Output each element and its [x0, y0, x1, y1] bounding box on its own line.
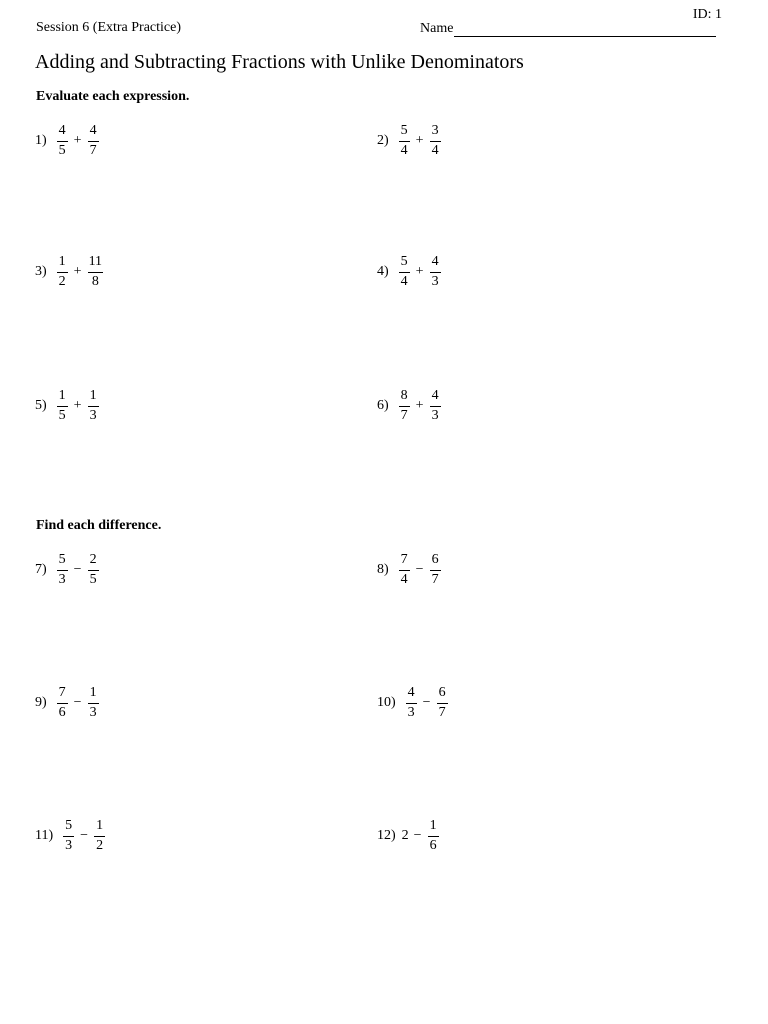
denominator: 7: [400, 408, 408, 423]
fraction-bar: [63, 836, 74, 837]
fraction-a: [57, 685, 68, 721]
operator: −: [73, 695, 82, 710]
numerator: 7: [400, 552, 408, 567]
name-blank-line: [454, 20, 716, 37]
operator: +: [73, 264, 82, 279]
numerator: 7: [58, 685, 66, 700]
fraction-bar: [57, 406, 68, 407]
problem-3: [35, 250, 107, 294]
operator: −: [422, 695, 431, 710]
problem-number: 7): [35, 562, 47, 577]
fraction-b: [94, 818, 105, 854]
numerator: 1: [429, 818, 437, 833]
session-label: Session 6 (Extra Practice): [36, 20, 182, 35]
operator: +: [415, 398, 424, 413]
operator: −: [80, 828, 89, 843]
denominator: 3: [89, 408, 97, 423]
fraction-bar: [406, 703, 417, 704]
numerator: 5: [400, 254, 408, 269]
operator: +: [73, 398, 82, 413]
problem-number: 11): [35, 828, 54, 843]
numerator: 6: [438, 685, 446, 700]
problem-number: 2): [377, 133, 389, 148]
numerator: 1: [58, 388, 66, 403]
numerator: 4: [431, 388, 439, 403]
fraction-bar: [430, 570, 441, 571]
name-field: [420, 20, 716, 37]
problem-number: 12): [377, 828, 396, 843]
operator: −: [413, 828, 422, 843]
fraction-bar: [57, 272, 68, 273]
problem-number: 1): [35, 133, 47, 148]
problem-7: [35, 548, 103, 592]
fraction-bar: [88, 406, 99, 407]
denominator: 5: [89, 572, 97, 587]
problem-8: [377, 548, 445, 592]
fraction-a: [63, 818, 74, 854]
denominator: 8: [91, 274, 99, 289]
problem-number: 9): [35, 695, 47, 710]
fraction-a: [57, 388, 68, 424]
page-title: Adding and Subtracting Fractions with Unlike Denominators: [35, 51, 524, 73]
problem-1: [35, 119, 103, 163]
fraction-a: [406, 685, 417, 721]
fraction-bar: [428, 836, 439, 837]
fraction-a: [399, 123, 410, 159]
numerator: 4: [407, 685, 415, 700]
denominator: 3: [89, 705, 97, 720]
numerator: 5: [400, 123, 408, 138]
fraction-bar: [399, 406, 410, 407]
numerator: 1: [96, 818, 104, 833]
fraction-b: [88, 552, 99, 588]
fraction-b: [437, 685, 448, 721]
denominator: 4: [431, 143, 439, 158]
fraction-bar: [88, 570, 99, 571]
whole-number: 2: [401, 828, 409, 843]
problem-12: [377, 814, 443, 858]
fraction-bar: [430, 406, 441, 407]
denominator: 7: [89, 143, 97, 158]
denominator: 7: [438, 705, 446, 720]
fraction-a: [57, 254, 68, 290]
denominator: 4: [400, 274, 408, 289]
numerator: 5: [65, 818, 73, 833]
section-2-instruction: Find each difference.: [36, 518, 162, 533]
numerator: 1: [89, 685, 97, 700]
numerator: 1: [89, 388, 97, 403]
fraction-a: [57, 123, 68, 159]
problem-number: 5): [35, 398, 47, 413]
denominator: 3: [65, 838, 73, 853]
denominator: 7: [431, 572, 439, 587]
fraction-bar: [88, 141, 99, 142]
denominator: 3: [407, 705, 415, 720]
problem-number: 3): [35, 264, 47, 279]
numerator: 11: [88, 254, 103, 269]
denominator: 6: [429, 838, 437, 853]
fraction-b: [88, 123, 99, 159]
numerator: 5: [58, 552, 66, 567]
fraction-bar: [399, 272, 410, 273]
operator: +: [415, 264, 424, 279]
denominator: 6: [58, 705, 66, 720]
section-1-instruction: Evaluate each expression.: [36, 89, 190, 104]
fraction-b: [88, 388, 99, 424]
problem-number: 6): [377, 398, 389, 413]
fraction-b: [430, 388, 441, 424]
fraction-a: [399, 552, 410, 588]
problem-11: [35, 814, 109, 858]
numerator: 8: [400, 388, 408, 403]
problem-6: [377, 384, 445, 428]
numerator: 6: [431, 552, 439, 567]
denominator: 5: [58, 408, 66, 423]
denominator: 3: [431, 274, 439, 289]
numerator: 3: [431, 123, 439, 138]
numerator: 2: [89, 552, 97, 567]
fraction-b: [88, 685, 99, 721]
fraction-bar: [399, 570, 410, 571]
fraction-bar: [94, 836, 105, 837]
fraction-bar: [57, 141, 68, 142]
fraction-b: [430, 552, 441, 588]
problem-number: 8): [377, 562, 389, 577]
denominator: 4: [400, 572, 408, 587]
operator: +: [415, 133, 424, 148]
numerator: 1: [58, 254, 66, 269]
fraction-a: [57, 552, 68, 588]
denominator: 5: [58, 143, 66, 158]
fraction-bar: [88, 272, 103, 273]
operator: −: [73, 562, 82, 577]
fraction-bar: [57, 570, 68, 571]
fraction-bar: [437, 703, 448, 704]
numerator: 4: [58, 123, 66, 138]
fraction-a: [399, 254, 410, 290]
fraction-b: [430, 254, 441, 290]
problem-number: 10): [377, 695, 396, 710]
denominator: 2: [96, 838, 104, 853]
numerator: 4: [431, 254, 439, 269]
problem-2: [377, 119, 445, 163]
denominator: 3: [58, 572, 66, 587]
operator: −: [415, 562, 424, 577]
denominator: 3: [431, 408, 439, 423]
problem-4: [377, 250, 445, 294]
name-label: Name: [420, 21, 454, 36]
fraction-b: [428, 818, 439, 854]
worksheet-id: ID: 1: [692, 7, 722, 22]
fraction-bar: [88, 703, 99, 704]
problem-9: [35, 681, 103, 725]
fraction-bar: [430, 272, 441, 273]
operator: +: [73, 133, 82, 148]
fraction-b: [88, 254, 103, 290]
denominator: 2: [58, 274, 66, 289]
fraction-bar: [57, 703, 68, 704]
numerator: 4: [89, 123, 97, 138]
problem-10: [377, 681, 452, 725]
denominator: 4: [400, 143, 408, 158]
problem-5: [35, 384, 103, 428]
fraction-a: [399, 388, 410, 424]
fraction-b: [430, 123, 441, 159]
fraction-bar: [430, 141, 441, 142]
problem-number: 4): [377, 264, 389, 279]
fraction-bar: [399, 141, 410, 142]
